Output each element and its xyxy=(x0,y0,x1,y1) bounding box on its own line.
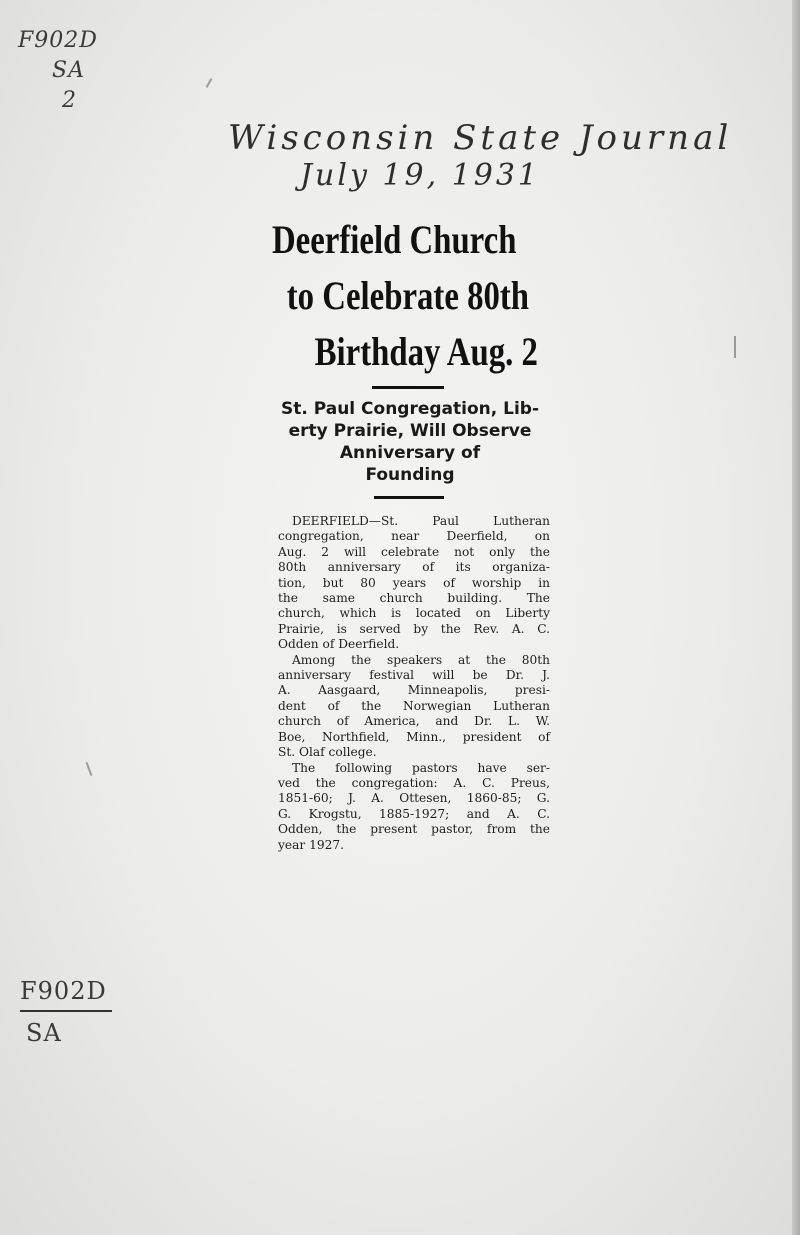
article-line: Odden, the present pastor, from the xyxy=(278,822,550,837)
article-line: The following pastors have ser- xyxy=(292,760,550,775)
subheadline-line: Founding xyxy=(365,465,455,485)
headline xyxy=(272,212,538,380)
handwritten-underline xyxy=(20,1010,112,1012)
handwritten-note-line: 2 xyxy=(62,88,77,113)
subheadline xyxy=(270,398,550,486)
subheadline-line: Anniversary of xyxy=(339,443,481,463)
article-line: Boe, Northfield, Minn., president of xyxy=(278,729,550,744)
page-edge-shadow xyxy=(792,0,800,1235)
scan-mark xyxy=(734,336,736,358)
article-line: DEERFIELD—St. Paul Lutheran xyxy=(292,514,550,528)
scan-mark xyxy=(206,78,213,88)
article-line: ved the congregation: A. C. Preus, xyxy=(278,775,550,790)
subheadline-line: St. Paul Congregation, Lib- xyxy=(280,399,540,419)
article-body xyxy=(278,514,550,853)
subheadline-divider xyxy=(374,496,444,499)
article-line: congregation, near Deerfield, on xyxy=(278,529,550,544)
article-line: Aug. 2 will celebrate not only the xyxy=(278,544,550,559)
handwritten-note-line: SA xyxy=(26,1019,62,1047)
handwritten-source: Wisconsin State Journal xyxy=(228,118,733,158)
headline-line: Birthday Aug. 2 xyxy=(314,329,538,374)
article-line: year 1927. xyxy=(278,837,344,852)
subheadline-line: erty Prairie, Will Observe xyxy=(288,421,532,441)
article-line: St. Olaf college. xyxy=(278,745,377,760)
article-line: 1851-60; J. A. Ottesen, 1860-85; G. xyxy=(278,791,550,806)
article-line: Among the speakers at the 80th xyxy=(292,652,550,667)
headline-line: Deerfield Church xyxy=(272,217,517,262)
article-line: 80th anniversary of its organiza- xyxy=(278,560,550,575)
handwritten-date: July 19, 1931 xyxy=(300,158,541,193)
handwritten-note-line: F902D xyxy=(20,977,107,1005)
article-line: church of America, and Dr. L. W. xyxy=(278,714,550,729)
article-line: G. Krogstu, 1885-1927; and A. C. xyxy=(278,806,550,821)
article-line: A. Aasgaard, Minneapolis, presi- xyxy=(278,683,550,698)
article-line: church, which is located on Liberty xyxy=(278,606,550,621)
handwritten-note-line: SA xyxy=(52,58,85,83)
article-line: anniversary festival will be Dr. J. xyxy=(278,668,550,683)
headline-divider xyxy=(372,386,444,389)
handwritten-note-line: F902D xyxy=(18,28,98,53)
handwritten-file-code-bottom xyxy=(20,974,112,1050)
article-line: Odden of Deerfield. xyxy=(278,637,400,652)
article-line: tion, but 80 years of worship in xyxy=(278,575,550,590)
headline-line: to Celebrate 80th xyxy=(286,273,530,318)
article-line: Prairie, is served by the Rev. A. C. xyxy=(278,621,550,636)
article-line: the same church building. The xyxy=(278,591,550,606)
article-line: dent of the Norwegian Lutheran xyxy=(278,698,550,713)
scan-mark xyxy=(86,762,93,776)
handwritten-file-code-top xyxy=(18,26,98,116)
